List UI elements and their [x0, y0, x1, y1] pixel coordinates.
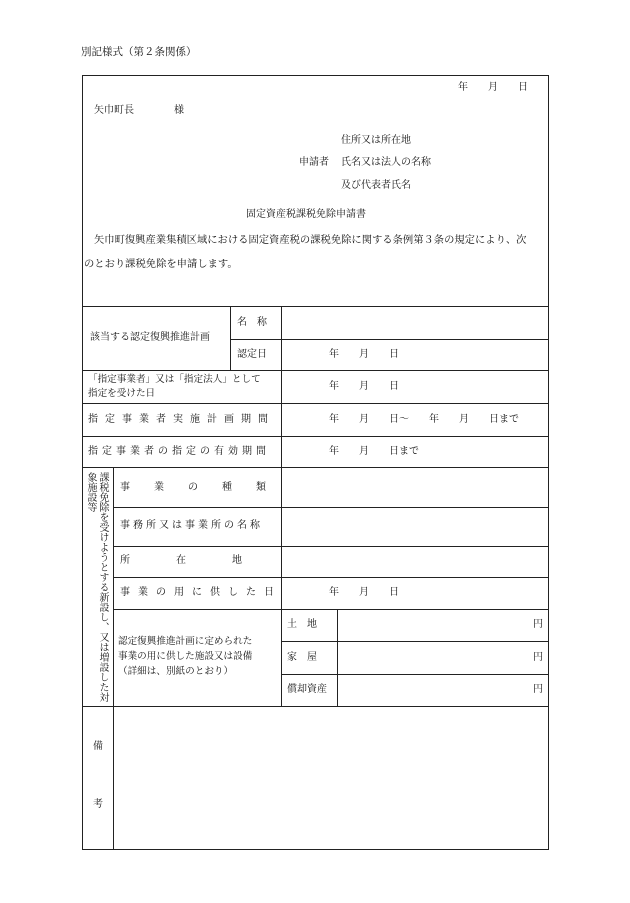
implementation-period-label: 指定事業者実施計画期間 — [88, 414, 275, 425]
equipment-label-line1: 認定復興推進計画に定められた — [118, 636, 253, 647]
location-label: 所在地 — [120, 555, 288, 566]
plan-date-label: 認定日 — [237, 349, 267, 360]
building-label: 家 屋 — [287, 652, 317, 663]
body-text-line1: 矢巾町復興産業集積区域における固定資産税の課税免除に関する条例第３条の規定により、次 — [94, 234, 527, 246]
remarks-label-1: 備 — [93, 741, 103, 752]
facility-section-label: 課税免除を受けようとする新設し、又は増設した対象施設等 — [85, 472, 108, 702]
plan-date-value: 年 月 日 — [329, 349, 399, 360]
depreciable-assets-unit: 円 — [533, 684, 543, 695]
form-title: 固定資産税課税免除申請書 — [246, 209, 366, 220]
submission-date: 年 月 日 — [458, 82, 528, 93]
building-unit: 円 — [533, 652, 543, 663]
addressee: 矢巾町長 様 — [94, 105, 184, 116]
designation-date: 年 月 日 — [329, 381, 399, 392]
plan-name-label: 名 称 — [237, 317, 267, 328]
equipment-label-line3: （詳細は、別紙のとおり） — [118, 666, 234, 677]
name-label: 氏名又は法人の名称 — [341, 157, 431, 168]
office-name-label: 事務所又は事業所の名称 — [120, 520, 263, 531]
designation-label-line1: 「指定事業者」又は「指定法人」として — [88, 374, 261, 385]
land-unit: 円 — [533, 619, 543, 630]
land-label: 土 地 — [287, 619, 317, 630]
designation-label-line2: 指定を受けた日 — [88, 388, 156, 399]
form-reference: 別記様式（第２条関係） — [81, 46, 197, 58]
use-date-value: 年 月 日 — [329, 587, 399, 598]
validity-period-value: 年 月 日まで — [329, 446, 419, 457]
depreciable-assets-label: 償却資産 — [287, 684, 327, 695]
implementation-period-value: 年 月 日～ 年 月 日まで — [329, 414, 519, 425]
use-date-label: 事業の用に供した日 — [120, 587, 282, 598]
equipment-label-line2: 事業の用に供した施設又は設備 — [118, 651, 253, 662]
validity-period-label: 指定事業者の指定の有効期間 — [88, 446, 270, 457]
plan-label: 該当する認定復興推進計画 — [90, 332, 210, 343]
address-label: 住所又は所在地 — [341, 135, 411, 146]
remarks-label-2: 考 — [93, 799, 103, 810]
representative-label: 及び代表者氏名 — [341, 180, 411, 191]
body-text-line2: のとおり課税免除を申請します。 — [84, 258, 238, 270]
applicant-label: 申請者 — [299, 157, 329, 168]
business-type-label: 事業の種類 — [120, 482, 290, 493]
